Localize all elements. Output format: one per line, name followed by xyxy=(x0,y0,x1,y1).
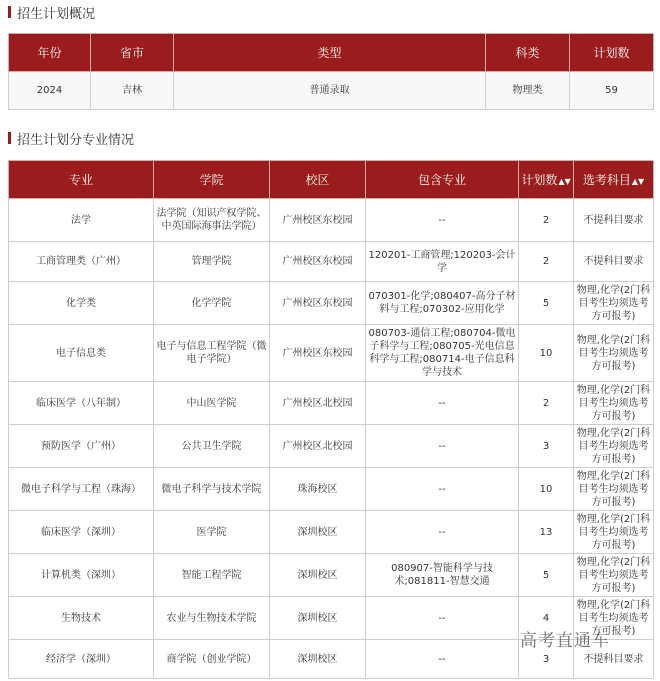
cell-college xyxy=(154,242,270,282)
cell-college xyxy=(154,640,270,679)
header-year: 年份 xyxy=(9,34,91,72)
cell-campus-text: 深圳校区 xyxy=(297,612,338,624)
cell-plan-count xyxy=(519,554,574,597)
cell-major xyxy=(9,325,154,382)
cell-included-majors-text: 080703-通信工程;080704-微电子科学与工程;080705-光电信息科学与工程;080714-电子信息科学与技术 xyxy=(368,328,516,378)
cell-major-text: 临床医学（深圳） xyxy=(41,526,121,538)
cell-campus-text: 广州校区东校园 xyxy=(282,214,353,226)
cell-campus-text: 广州校区东校园 xyxy=(282,256,353,267)
cell-campus xyxy=(270,282,366,325)
table-row xyxy=(9,382,654,425)
sort-icon: ▲▼ xyxy=(558,177,571,186)
cell-campus-text: 广州校区北校园 xyxy=(282,440,353,452)
cell-subjects-text: 不提科目要求 xyxy=(583,256,644,267)
cell-included-majors xyxy=(366,425,519,468)
cell-major xyxy=(9,282,154,325)
watermark-text: 高考直通车 xyxy=(520,631,610,651)
cell-plan-count xyxy=(519,468,574,511)
cell-major xyxy=(9,597,154,640)
cell-campus-text: 广州校区东校园 xyxy=(282,347,353,359)
cell-included-majors xyxy=(366,468,519,511)
cell-included-majors xyxy=(366,597,519,640)
section-title-text: 招生计划分专业情况 xyxy=(17,132,135,148)
cell-campus xyxy=(270,511,366,554)
summary-table xyxy=(8,33,654,110)
cell-plan-count-text: 10 xyxy=(539,483,553,495)
cell-college-text: 公共卫生学院 xyxy=(181,440,242,452)
cell-campus-text: 珠海校区 xyxy=(297,483,338,495)
cell-major xyxy=(9,468,154,511)
cell-college xyxy=(154,511,270,554)
cell-subjects-text: 物理,化学(2门科目考生均须选考方可报考) xyxy=(576,470,651,508)
cell-plan-count-text: 4 xyxy=(542,612,550,624)
cell-included-majors xyxy=(366,282,519,325)
header-province: 省市 xyxy=(91,34,174,72)
summary-header-row xyxy=(9,34,654,72)
cell-college-text: 微电子科学与技术学院 xyxy=(161,483,262,495)
major-header-row xyxy=(9,161,654,199)
cell-subjects xyxy=(574,511,654,554)
cell-major-text: 计算机类（深圳） xyxy=(41,569,121,581)
cell-campus xyxy=(270,597,366,640)
cell-college-text: 农业与生物技术学院 xyxy=(166,612,257,624)
cell-plan-count-text: 10 xyxy=(539,347,553,359)
cell-campus xyxy=(270,382,366,425)
cell-type: 普通录取 xyxy=(174,72,486,110)
header-plan-count-label: 计划数 xyxy=(521,173,558,187)
cell-campus xyxy=(270,425,366,468)
cell-college-text: 智能工程学院 xyxy=(181,569,242,581)
cell-included-majors-text: -- xyxy=(438,653,446,665)
cell-college xyxy=(154,597,270,640)
cell-college-text: 医学院 xyxy=(196,526,227,538)
cell-campus-text: 广州校区东校园 xyxy=(282,297,353,309)
cell-included-majors xyxy=(366,640,519,679)
cell-subjects-text: 物理,化学(2门科目考生均须选考方可报考) xyxy=(576,599,651,637)
cell-included-majors xyxy=(366,382,519,425)
cell-major xyxy=(9,199,154,242)
header-category: 科类 xyxy=(486,34,570,72)
table-row xyxy=(9,325,654,382)
header-plan-count: 计划数 xyxy=(570,34,654,72)
cell-major xyxy=(9,242,154,282)
cell-plan-count-text: 2 xyxy=(542,214,550,226)
cell-college xyxy=(154,425,270,468)
cell-included-majors xyxy=(366,242,519,282)
cell-college-text: 商学院（创业学院） xyxy=(166,653,257,665)
cell-plan-count xyxy=(519,325,574,382)
section-marker xyxy=(8,6,11,18)
table-row xyxy=(9,425,654,468)
cell-included-majors xyxy=(366,325,519,382)
table-row xyxy=(9,511,654,554)
cell-college xyxy=(154,554,270,597)
cell-included-majors-text: -- xyxy=(438,483,446,495)
header-major: 专业 xyxy=(9,161,154,199)
cell-subjects-text: 物理,化学(2门科目考生均须选考方可报考) xyxy=(576,384,651,422)
cell-major-text: 微电子科学与工程（珠海） xyxy=(21,483,141,495)
cell-subjects-text: 不提科目要求 xyxy=(583,653,644,665)
cell-plan-count xyxy=(519,199,574,242)
cell-subjects-text: 物理,化学(2门科目考生均须选考方可报考) xyxy=(576,556,651,594)
header-subjects-label: 选考科目 xyxy=(582,173,631,187)
cell-college-text: 中山医学院 xyxy=(186,397,237,409)
cell-campus xyxy=(270,242,366,282)
cell-subjects xyxy=(574,554,654,597)
cell-major xyxy=(9,554,154,597)
cell-subjects-text: 物理,化学(2门科目考生均须选考方可报考) xyxy=(576,334,651,372)
cell-major xyxy=(9,511,154,554)
cell-campus-text: 深圳校区 xyxy=(297,653,338,665)
cell-campus xyxy=(270,325,366,382)
cell-year: 2024 xyxy=(9,72,91,110)
cell-province: 吉林 xyxy=(91,72,174,110)
cell-plan-count xyxy=(519,242,574,282)
cell-plan-count xyxy=(519,382,574,425)
major-table xyxy=(8,160,654,679)
cell-subjects xyxy=(574,468,654,511)
cell-plan-count xyxy=(519,511,574,554)
cell-college xyxy=(154,325,270,382)
cell-campus xyxy=(270,554,366,597)
cell-subjects-text: 物理,化学(2门科目考生均须选考方可报考) xyxy=(576,513,651,551)
table-row xyxy=(9,554,654,597)
summary-row xyxy=(9,72,654,110)
cell-subjects xyxy=(574,282,654,325)
cell-campus-text: 广州校区北校园 xyxy=(282,397,353,409)
cell-included-majors-text: -- xyxy=(438,214,446,226)
cell-college xyxy=(154,382,270,425)
cell-major-text: 化学类 xyxy=(66,297,96,309)
cell-included-majors-text: -- xyxy=(438,440,446,452)
cell-plan-count-text: 5 xyxy=(542,297,550,309)
cell-included-majors-text: 070301-化学;080407-高分子材料与工程;070302-应用化学 xyxy=(368,291,516,315)
cell-major-text: 电子信息类 xyxy=(56,347,106,359)
cell-plan-count-text: 5 xyxy=(542,569,550,581)
cell-campus xyxy=(270,468,366,511)
cell-included-majors xyxy=(366,554,519,597)
section-marker xyxy=(8,132,11,144)
cell-college-text: 化学学院 xyxy=(191,297,232,309)
cell-plan-count xyxy=(519,425,574,468)
cell-included-majors-text: 080907-智能科学与技术;081811-智慧交通 xyxy=(391,563,493,587)
cell-included-majors-text: 120201-工商管理;120203-会计学 xyxy=(368,249,516,274)
section-title-overview xyxy=(8,3,95,21)
cell-campus-text: 深圳校区 xyxy=(297,569,338,581)
table-row xyxy=(9,242,654,282)
cell-plan-count-text: 3 xyxy=(542,653,550,665)
cell-subjects xyxy=(574,325,654,382)
cell-college-text: 法学院（知识产权学院、中英国际海事法学院） xyxy=(156,208,267,232)
cell-major-text: 临床医学（八年制） xyxy=(36,397,126,409)
header-plan-count-sortable[interactable] xyxy=(519,161,574,199)
cell-subjects xyxy=(574,242,654,282)
cell-included-majors xyxy=(366,199,519,242)
cell-major-text: 法学 xyxy=(71,214,91,226)
cell-included-majors-text: -- xyxy=(438,526,446,538)
table-row xyxy=(9,282,654,325)
cell-college xyxy=(154,282,270,325)
major-table-body xyxy=(9,199,654,679)
cell-subjects xyxy=(574,199,654,242)
header-subjects-sortable[interactable] xyxy=(574,161,654,199)
cell-plan-count-text: 2 xyxy=(542,256,550,267)
cell-included-majors-text: -- xyxy=(438,612,446,624)
cell-included-majors-text: -- xyxy=(438,397,446,409)
cell-plan-count xyxy=(519,282,574,325)
cell-college-text: 管理学院 xyxy=(191,256,232,267)
cell-major-text: 工商管理类（广州） xyxy=(36,256,126,267)
cell-major xyxy=(9,640,154,679)
cell-subjects-text: 不提科目要求 xyxy=(583,214,644,226)
cell-college-text: 电子与信息工程学院（微电子学院） xyxy=(156,341,267,365)
cell-subjects xyxy=(574,382,654,425)
cell-subjects-text: 物理,化学(2门科目考生均须选考方可报考) xyxy=(576,427,651,465)
cell-campus xyxy=(270,199,366,242)
section-title-text: 招生计划概况 xyxy=(17,6,96,22)
cell-major-text: 经济学（深圳） xyxy=(46,653,116,665)
header-included-majors: 包含专业 xyxy=(366,161,519,199)
cell-subjects-text: 物理,化学(2门科目考生均须选考方可报考) xyxy=(576,284,651,322)
cell-campus-text: 深圳校区 xyxy=(297,526,338,538)
cell-plan-count: 59 xyxy=(570,72,654,110)
cell-category: 物理类 xyxy=(486,72,570,110)
sort-icon: ▲▼ xyxy=(631,177,645,186)
section-title-majors xyxy=(8,129,134,147)
table-row xyxy=(9,468,654,511)
cell-plan-count-text: 3 xyxy=(542,440,550,452)
header-type: 类型 xyxy=(174,34,486,72)
cell-college xyxy=(154,468,270,511)
table-row xyxy=(9,199,654,242)
cell-major xyxy=(9,382,154,425)
header-college: 学院 xyxy=(154,161,270,199)
cell-major xyxy=(9,425,154,468)
cell-plan-count-text: 13 xyxy=(539,526,553,538)
cell-plan-count-text: 2 xyxy=(542,397,550,409)
cell-campus xyxy=(270,640,366,679)
cell-subjects xyxy=(574,425,654,468)
cell-college xyxy=(154,199,270,242)
header-campus: 校区 xyxy=(270,161,366,199)
cell-major-text: 生物技术 xyxy=(61,612,101,624)
cell-included-majors xyxy=(366,511,519,554)
cell-major-text: 预防医学（广州） xyxy=(41,440,121,452)
